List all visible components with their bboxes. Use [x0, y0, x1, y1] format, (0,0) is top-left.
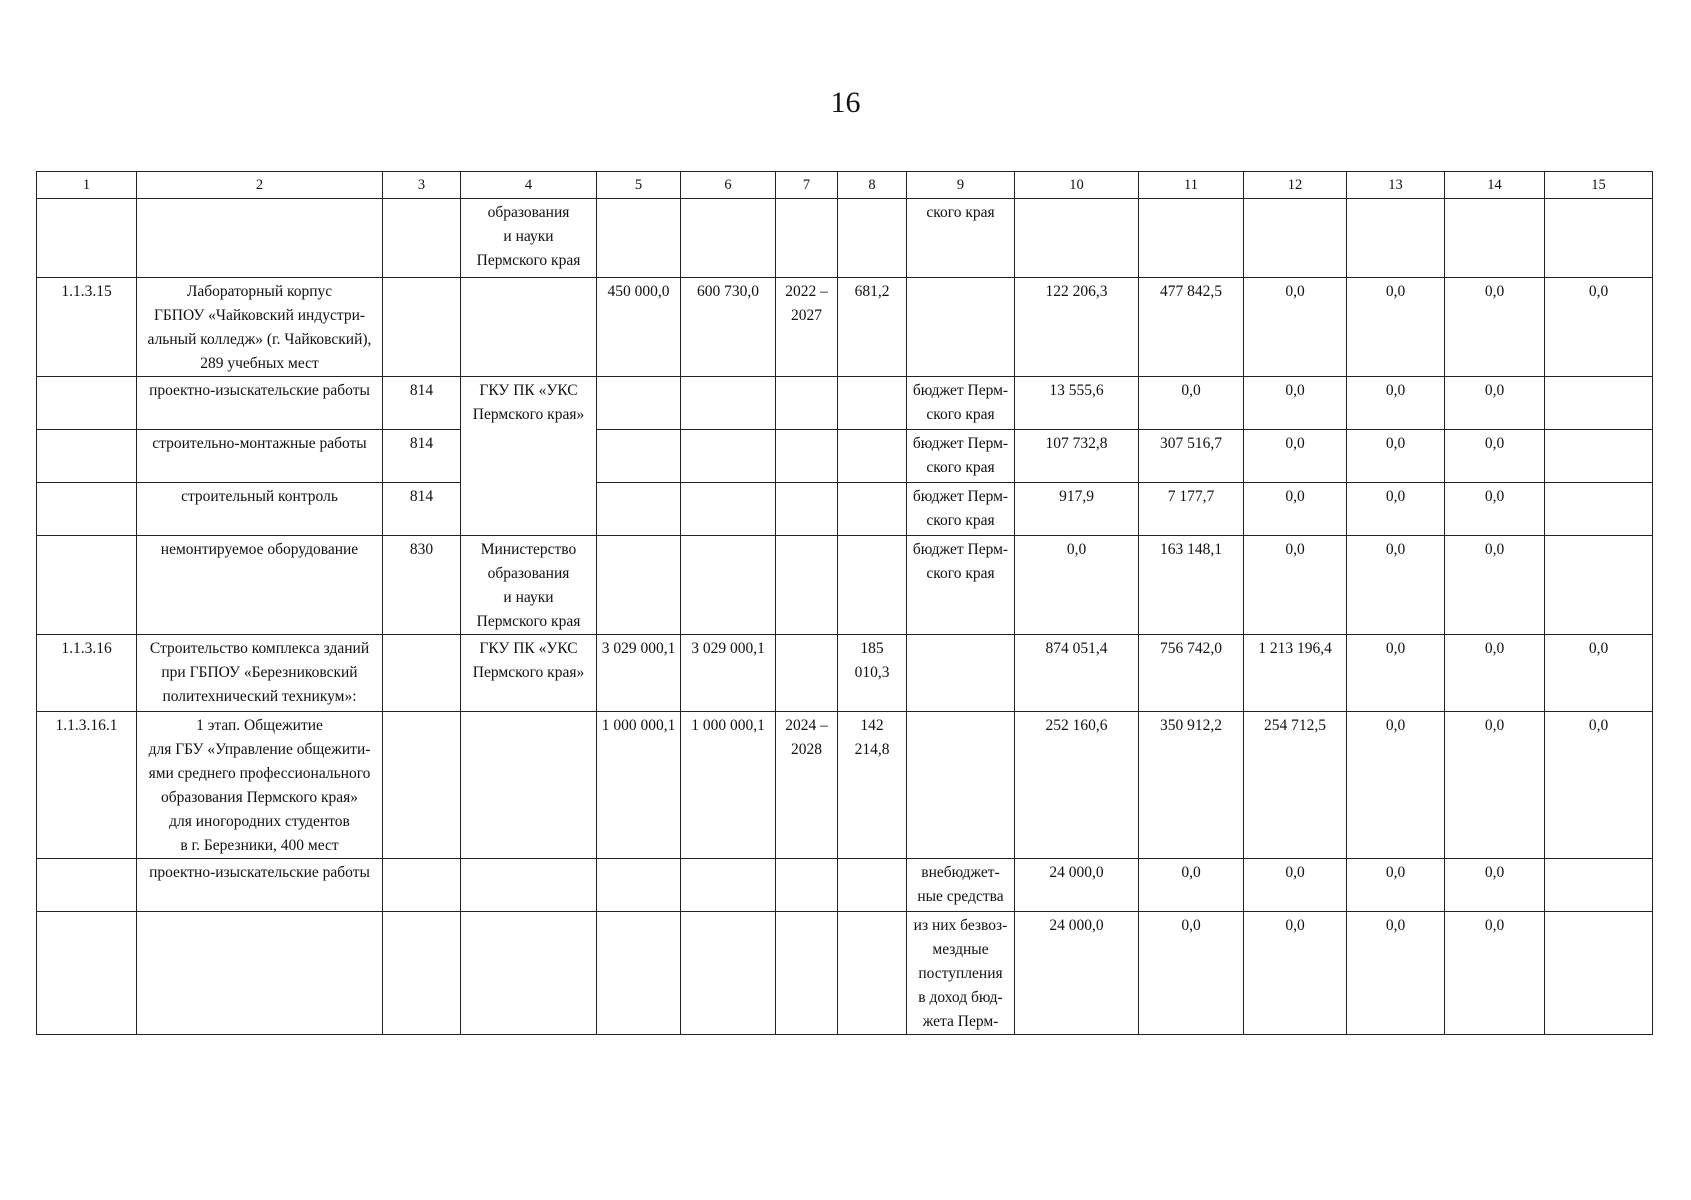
- cell-col15: [1545, 483, 1653, 536]
- cell-col10: 917,9: [1015, 483, 1139, 536]
- cell-executor: [461, 430, 597, 483]
- cell-period: 2024 – 2028: [776, 712, 838, 859]
- cell-col10: 122 206,3: [1015, 278, 1139, 377]
- cell-name: Лабораторный корпус ГБПОУ «Чайковский индустри- альный колледж» (г. Чайковский), 289 учебных мест: [137, 278, 383, 377]
- cell-col11: 7 177,7: [1139, 483, 1244, 536]
- cell-col10: 252 160,6: [1015, 712, 1139, 859]
- table-row: [37, 635, 1653, 712]
- cell-col12: [1244, 199, 1347, 278]
- cell-col12: 254 712,5: [1244, 712, 1347, 859]
- cell-col11: 756 742,0: [1139, 635, 1244, 712]
- cell-col5: [597, 912, 681, 1035]
- cell-code: [37, 912, 137, 1035]
- table-row: [37, 859, 1653, 912]
- cell-col11: 0,0: [1139, 912, 1244, 1035]
- cell-period: [776, 199, 838, 278]
- cell-name: [137, 199, 383, 278]
- table-row: [37, 536, 1653, 635]
- header-cell-10: 10: [1015, 172, 1139, 199]
- header-cell-5: 5: [597, 172, 681, 199]
- cell-col15: 0,0: [1545, 278, 1653, 377]
- budget-table: [36, 171, 1653, 1035]
- cell-col14: 0,0: [1445, 483, 1545, 536]
- header-cell-15: 15: [1545, 172, 1653, 199]
- cell-code: [37, 377, 137, 430]
- cell-col13: 0,0: [1347, 912, 1445, 1035]
- cell-col12: 0,0: [1244, 859, 1347, 912]
- cell-col6: [681, 483, 776, 536]
- cell-col14: 0,0: [1445, 859, 1545, 912]
- cell-col10: 24 000,0: [1015, 859, 1139, 912]
- cell-col10: 0,0: [1015, 536, 1139, 635]
- cell-executor: [461, 859, 597, 912]
- header-cell-6: 6: [681, 172, 776, 199]
- cell-name: строительно-монтажные работы: [137, 430, 383, 483]
- cell-funding-source: [907, 278, 1015, 377]
- header-cell-8: 8: [838, 172, 907, 199]
- cell-col6: [681, 377, 776, 430]
- cell-col5: [597, 377, 681, 430]
- cell-kbk: [383, 912, 461, 1035]
- cell-col15: [1545, 199, 1653, 278]
- cell-col6: [681, 536, 776, 635]
- cell-funding-source: бюджет Перм- ского края: [907, 430, 1015, 483]
- cell-col14: 0,0: [1445, 278, 1545, 377]
- cell-col10: 13 555,6: [1015, 377, 1139, 430]
- cell-col8: 185 010,3: [838, 635, 907, 712]
- header-cell-7: 7: [776, 172, 838, 199]
- cell-executor: образования и науки Пермского края: [461, 199, 597, 278]
- cell-col6: [681, 912, 776, 1035]
- cell-col11: 477 842,5: [1139, 278, 1244, 377]
- cell-name: проектно-изыскательские работы: [137, 859, 383, 912]
- cell-col8: [838, 536, 907, 635]
- cell-col8: [838, 859, 907, 912]
- cell-col13: 0,0: [1347, 278, 1445, 377]
- cell-col10: [1015, 199, 1139, 278]
- cell-kbk: [383, 859, 461, 912]
- header-cell-14: 14: [1445, 172, 1545, 199]
- cell-executor: [461, 278, 597, 377]
- table-row: [37, 912, 1653, 1035]
- cell-executor: Министерство образования и науки Пермского края: [461, 536, 597, 635]
- cell-name: проектно-изыскательские работы: [137, 377, 383, 430]
- cell-funding-source: бюджет Перм- ского края: [907, 536, 1015, 635]
- cell-funding-source: [907, 635, 1015, 712]
- header-cell-1: 1: [37, 172, 137, 199]
- cell-period: [776, 859, 838, 912]
- cell-col10: 24 000,0: [1015, 912, 1139, 1035]
- cell-col5: 1 000 000,1: [597, 712, 681, 859]
- cell-period: [776, 483, 838, 536]
- page-number: 16: [830, 86, 861, 119]
- cell-col12: 0,0: [1244, 278, 1347, 377]
- cell-code: 1.1.3.16: [37, 635, 137, 712]
- cell-name: 1 этап. Общежитие для ГБУ «Управление общежити- ями среднего профессионального образования Пермского края» для иногородних студентов в г. Березники, 400 мест: [137, 712, 383, 859]
- cell-col13: [1347, 199, 1445, 278]
- cell-period: [776, 912, 838, 1035]
- header-cell-2: 2: [137, 172, 383, 199]
- cell-code: [37, 859, 137, 912]
- cell-col5: [597, 483, 681, 536]
- table-row: [37, 377, 1653, 430]
- cell-executor: [461, 912, 597, 1035]
- cell-col14: 0,0: [1445, 712, 1545, 859]
- header-cell-9: 9: [907, 172, 1015, 199]
- cell-col6: 3 029 000,1: [681, 635, 776, 712]
- table-row: [37, 430, 1653, 483]
- cell-col5: 3 029 000,1: [597, 635, 681, 712]
- cell-col6: 1 000 000,1: [681, 712, 776, 859]
- cell-col5: [597, 536, 681, 635]
- cell-col13: 0,0: [1347, 377, 1445, 430]
- cell-col8: [838, 199, 907, 278]
- cell-col8: [838, 912, 907, 1035]
- cell-name: строительный контроль: [137, 483, 383, 536]
- cell-col8: [838, 377, 907, 430]
- header-cell-3: 3: [383, 172, 461, 199]
- cell-code: [37, 199, 137, 278]
- cell-col11: 163 148,1: [1139, 536, 1244, 635]
- cell-col5: 450 000,0: [597, 278, 681, 377]
- cell-col14: 0,0: [1445, 635, 1545, 712]
- cell-col14: 0,0: [1445, 430, 1545, 483]
- cell-col13: 0,0: [1347, 712, 1445, 859]
- cell-col12: 0,0: [1244, 377, 1347, 430]
- cell-period: [776, 536, 838, 635]
- cell-funding-source: ского края: [907, 199, 1015, 278]
- cell-col8: 681,2: [838, 278, 907, 377]
- cell-period: [776, 635, 838, 712]
- cell-col8: [838, 483, 907, 536]
- cell-code: [37, 536, 137, 635]
- cell-col15: 0,0: [1545, 635, 1653, 712]
- cell-col14: 0,0: [1445, 377, 1545, 430]
- cell-executor: ГКУ ПК «УКС Пермского края»: [461, 635, 597, 712]
- cell-col12: 0,0: [1244, 430, 1347, 483]
- cell-funding-source: бюджет Перм- ского края: [907, 483, 1015, 536]
- cell-col14: 0,0: [1445, 912, 1545, 1035]
- cell-col14: [1445, 199, 1545, 278]
- cell-col11: 0,0: [1139, 377, 1244, 430]
- cell-col15: [1545, 377, 1653, 430]
- cell-col11: 0,0: [1139, 859, 1244, 912]
- table-row: [37, 199, 1653, 278]
- cell-col13: 0,0: [1347, 635, 1445, 712]
- cell-col12: 0,0: [1244, 483, 1347, 536]
- cell-col6: 600 730,0: [681, 278, 776, 377]
- cell-kbk: [383, 635, 461, 712]
- cell-funding-source: внебюджет- ные средства: [907, 859, 1015, 912]
- cell-col5: [597, 430, 681, 483]
- cell-kbk: [383, 712, 461, 859]
- header-cell-12: 12: [1244, 172, 1347, 199]
- cell-kbk: 814: [383, 430, 461, 483]
- cell-col15: [1545, 536, 1653, 635]
- cell-col10: 874 051,4: [1015, 635, 1139, 712]
- cell-col15: [1545, 912, 1653, 1035]
- cell-period: [776, 430, 838, 483]
- cell-funding-source: бюджет Перм- ского края: [907, 377, 1015, 430]
- cell-funding-source: [907, 712, 1015, 859]
- cell-col5: [597, 859, 681, 912]
- header-cell-11: 11: [1139, 172, 1244, 199]
- cell-code: [37, 430, 137, 483]
- cell-kbk: 814: [383, 483, 461, 536]
- cell-col12: 0,0: [1244, 912, 1347, 1035]
- cell-col13: 0,0: [1347, 483, 1445, 536]
- cell-period: 2022 – 2027: [776, 278, 838, 377]
- cell-kbk: [383, 199, 461, 278]
- cell-col13: 0,0: [1347, 536, 1445, 635]
- cell-code: 1.1.3.15: [37, 278, 137, 377]
- cell-name: [137, 912, 383, 1035]
- cell-col13: 0,0: [1347, 859, 1445, 912]
- cell-kbk: [383, 278, 461, 377]
- cell-col8: 142 214,8: [838, 712, 907, 859]
- cell-code: [37, 483, 137, 536]
- cell-funding-source: из них безвоз- мездные поступления в доход бюд- жета Перм-: [907, 912, 1015, 1035]
- cell-name: Строительство комплекса зданий при ГБПОУ «Березниковский политехнический техникум»:: [137, 635, 383, 712]
- cell-col15: [1545, 430, 1653, 483]
- header-cell-4: 4: [461, 172, 597, 199]
- table-row: [37, 712, 1653, 859]
- cell-name: немонтируемое оборудование: [137, 536, 383, 635]
- cell-col11: [1139, 199, 1244, 278]
- cell-col5: [597, 199, 681, 278]
- cell-col10: 107 732,8: [1015, 430, 1139, 483]
- cell-col11: 307 516,7: [1139, 430, 1244, 483]
- cell-kbk: 830: [383, 536, 461, 635]
- cell-col6: [681, 199, 776, 278]
- cell-code: 1.1.3.16.1: [37, 712, 137, 859]
- cell-col12: 0,0: [1244, 536, 1347, 635]
- cell-col15: [1545, 859, 1653, 912]
- cell-col6: [681, 859, 776, 912]
- cell-kbk: 814: [383, 377, 461, 430]
- table-row: [37, 278, 1653, 377]
- cell-col13: 0,0: [1347, 430, 1445, 483]
- header-cell-13: 13: [1347, 172, 1445, 199]
- cell-period: [776, 377, 838, 430]
- cell-col8: [838, 430, 907, 483]
- cell-col15: 0,0: [1545, 712, 1653, 859]
- cell-executor: [461, 483, 597, 536]
- cell-col11: 350 912,2: [1139, 712, 1244, 859]
- table-header-row: [37, 172, 1653, 199]
- cell-col6: [681, 430, 776, 483]
- cell-executor: ГКУ ПК «УКС Пермского края»: [461, 377, 597, 430]
- cell-col12: 1 213 196,4: [1244, 635, 1347, 712]
- table-row: [37, 483, 1653, 536]
- cell-col14: 0,0: [1445, 536, 1545, 635]
- cell-executor: [461, 712, 597, 859]
